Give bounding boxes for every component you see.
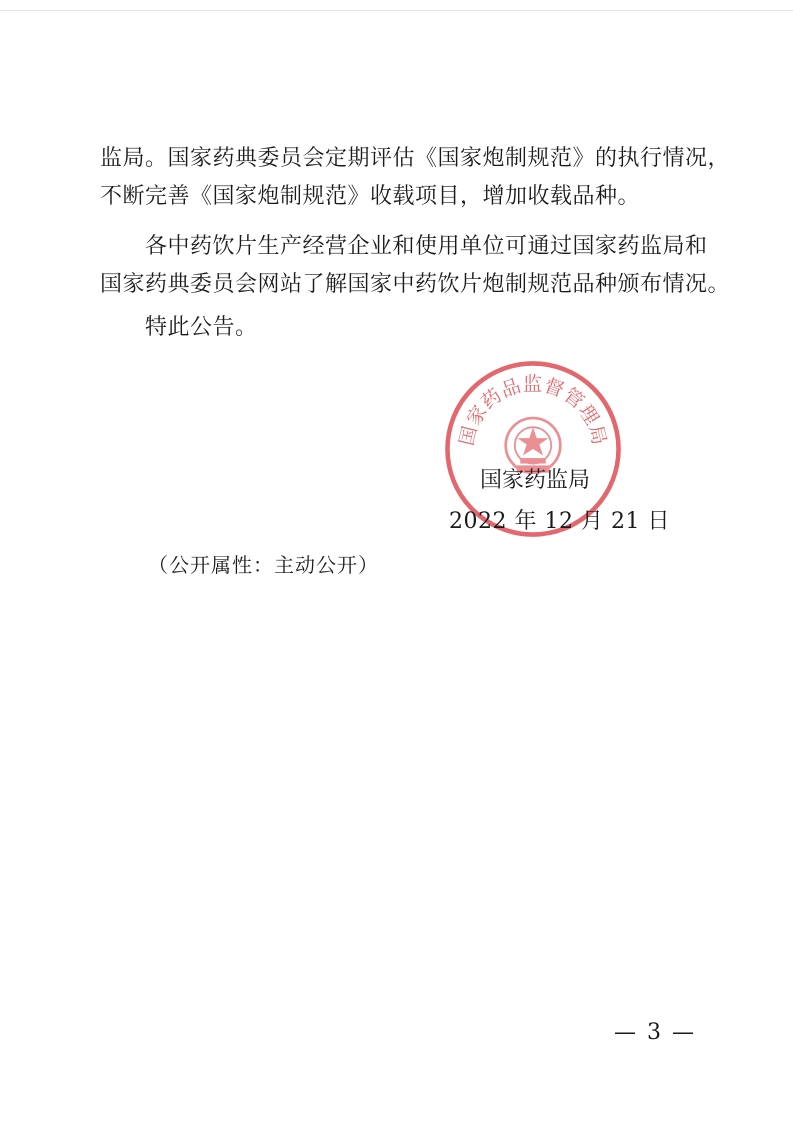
- signature-date: 2022 年 12 月 21 日: [449, 509, 670, 534]
- seal-text: 国家药品监督管理局: [454, 372, 612, 448]
- paragraph-closing: [145, 309, 755, 347]
- text-line: 特此公告。: [145, 315, 258, 340]
- paragraph-evaluation: [100, 140, 731, 216]
- text-line: 监局。国家药典委员会定期评估《国家炮制规范》的执行情况，: [100, 146, 731, 171]
- national-emblem-icon: [506, 418, 561, 473]
- paragraph-website-notice: [100, 228, 731, 304]
- page-top-edge: [0, 10, 793, 11]
- signature-agency: 国家药监局: [480, 468, 591, 493]
- text-line: 各中药饮片生产经营企业和使用单位可通过国家药监局和: [100, 234, 708, 259]
- text-line: 不断完善《国家炮制规范》收载项目，增加收载品种。: [100, 184, 641, 209]
- page-number: — 3 —: [614, 1020, 696, 1045]
- disclosure-attribute: （公开属性：主动公开）: [148, 553, 379, 577]
- text-line: 国家药典委员会网站了解国家中药饮片炮制规范品种颁布情况。: [100, 272, 731, 297]
